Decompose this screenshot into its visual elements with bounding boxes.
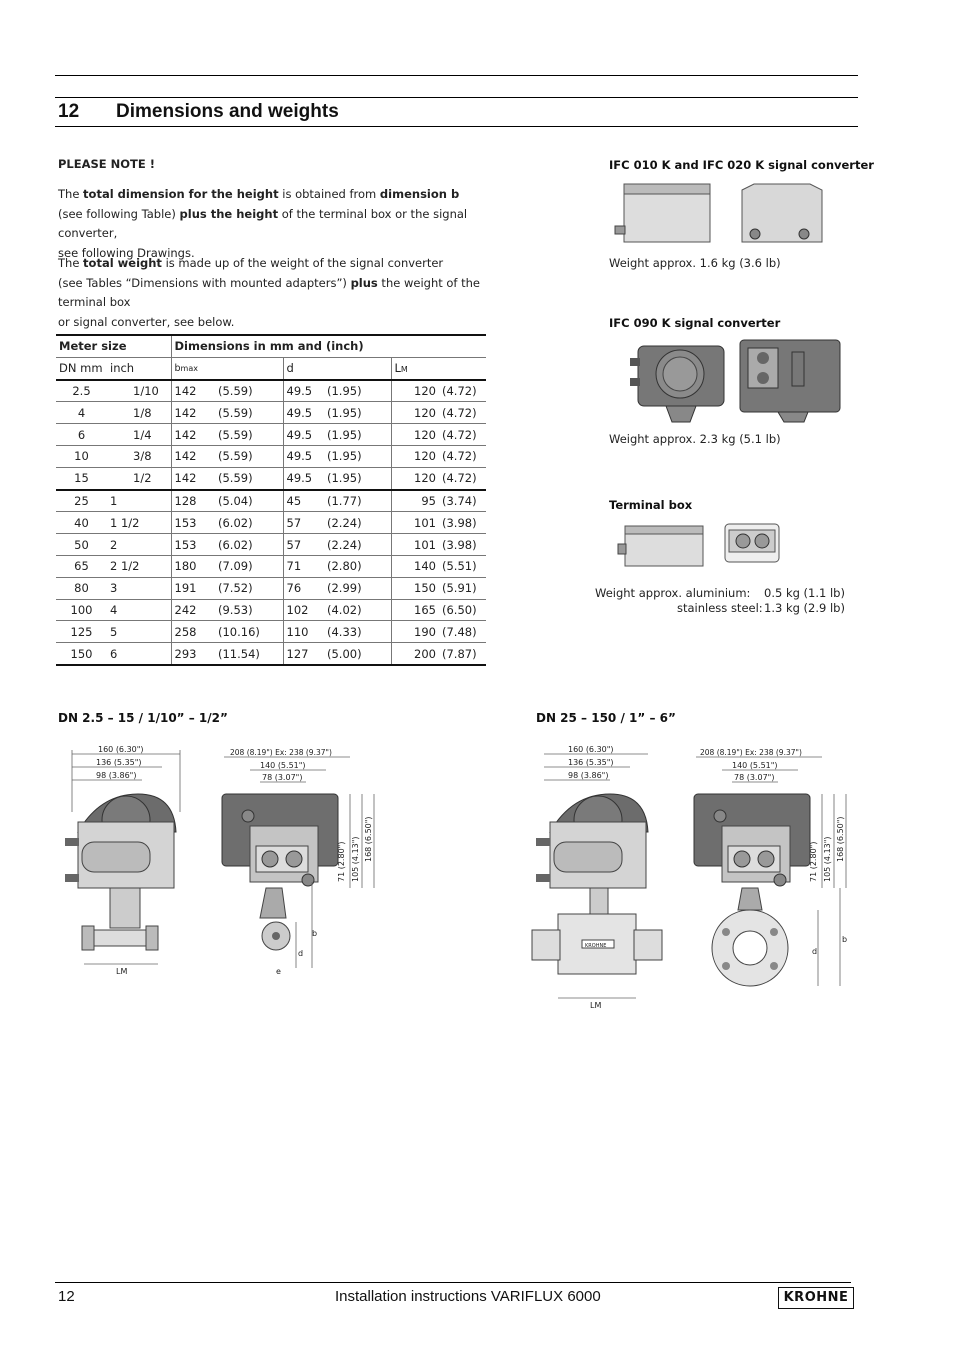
table-row [56,555,486,577]
body-text: The [58,187,84,201]
body-text: (see Tables “Dimensions with mounted adapters”) [58,275,351,290]
dim-right-lm: LM [590,1001,602,1010]
ifc010-label: IFC 010 K and IFC 020 K signal converter [609,158,874,172]
terminal-weight-label-2: stainless steel: [677,601,763,615]
body-text: or signal converter, see below. [58,314,235,329]
table-cell: 100 [56,599,107,621]
table-cell: 3/8 [107,445,171,467]
dim-right-168: 168 (6.50") [836,816,845,862]
table-cell: (7.87) [439,643,486,665]
dim-right-d: d [812,947,818,956]
table-cell: 4 [107,599,171,621]
table-cell: 4 [56,402,107,424]
terminal-weight-value-2: 1.3 kg (2.9 lb) [764,601,845,615]
table-cell: 120 [391,467,439,489]
drawing-left-title: DN 2.5 – 15 / 1/10” – 1/2” [58,711,228,725]
table-cell: 180 [171,555,215,577]
table-cell: (1.95) [324,380,391,402]
section-title: Dimensions and weights [116,101,339,122]
dim-left-d: d [298,949,304,958]
table-cell: (5.59) [215,402,283,424]
dim-left-168: 168 (6.50") [364,816,373,862]
body-text: of the terminal box or the signal converter, [58,206,468,240]
title-rule-bottom [55,126,858,127]
terminal-box-drawing [615,518,795,573]
table-row [56,534,486,556]
table-cell: 102 [283,599,324,621]
table-cell: (5.51) [439,555,486,577]
table-cell: 71 [283,555,324,577]
table-cell: (2.24) [324,534,391,556]
krohne-logo: KROHNE [778,1287,854,1309]
table-cell: 57 [283,534,324,556]
table-cell: 40 [56,512,107,534]
table-cell: 1/4 [107,424,171,446]
dim-left-71: 71 (2.80") [337,841,346,882]
dim-left-78: 78 (3.07") [262,773,303,782]
table-cell: 49.5 [283,402,324,424]
dim-left-208: 208 (8.19") Ex: 238 (9.37") [230,748,332,757]
table-cell: 120 [391,424,439,446]
emphasis-text: plus the height [179,206,279,221]
table-cell: 101 [391,512,439,534]
table-cell: 242 [171,599,215,621]
ifc090-drawing [628,336,848,426]
emphasis-text: total weight [83,256,162,270]
table-cell: 6 [107,643,171,665]
dim-left-136: 136 (5.35") [96,758,142,767]
dimensions-table [56,334,486,666]
table-cell: (1.95) [324,467,391,489]
table-cell: 76 [283,577,324,599]
table-cell: (11.54) [215,643,283,665]
table-cell: (3.74) [439,490,486,512]
table-cell: 142 [171,424,215,446]
ifc090-label: IFC 090 K signal converter [609,316,781,330]
table-cell: (4.02) [324,599,391,621]
table-cell: 49.5 [283,424,324,446]
table-cell: 50 [56,534,107,556]
emphasis-text: total dimension for the height [83,187,279,201]
table-row [56,402,486,424]
dim-right-78: 78 (3.07") [734,773,775,782]
footer-title: Installation instructions VARIFLUX 6000 [335,1288,601,1305]
table-row [56,599,486,621]
table-cell: 125 [56,621,107,643]
table-cell: (5.59) [215,445,283,467]
table-cell: 142 [171,445,215,467]
table-cell: 150 [56,643,107,665]
table-cell: (9.53) [215,599,283,621]
dim-right-b: b [842,935,848,944]
page-number: 12 [58,1288,75,1305]
dim-right-105: 105 (4.13") [823,836,832,882]
title-rule-top [55,97,858,98]
dim-right-98: 98 (3.86") [568,771,609,780]
dim-left-e: e [276,967,281,976]
dim-right-71: 71 (2.80") [809,841,818,882]
dim-left-98: 98 (3.86") [96,771,137,780]
dim-right-136: 136 (5.35") [568,758,614,767]
table-cell: 5 [107,621,171,643]
table-cell: 150 [391,577,439,599]
table-cell: (1.95) [324,424,391,446]
drawing-left [60,742,390,992]
table-row [56,512,486,534]
body-text: is made up of the weight of the signal converter [161,256,444,270]
table-row [56,490,486,512]
table-cell: 165 [391,599,439,621]
body-text: see following Drawings. [58,245,195,260]
table-cell: (6.02) [215,512,283,534]
table-cell: (5.00) [324,643,391,665]
table-cell: 3 [107,577,171,599]
note-heading: PLEASE NOTE ! [58,157,156,171]
table-cell: 120 [391,445,439,467]
table-cell: 153 [171,512,215,534]
table-cell: (2.24) [324,512,391,534]
table-cell: 120 [391,380,439,402]
table-cell: 110 [283,621,324,643]
table-cell: (7.48) [439,621,486,643]
col-inch: inch [107,357,171,379]
table-row [56,643,486,665]
table-cell: 49.5 [283,380,324,402]
table-row [56,577,486,599]
dim-right-140: 140 (5.51") [732,761,778,770]
table-cell: 128 [171,490,215,512]
table-cell: 142 [171,467,215,489]
table-cell: (6.50) [439,599,486,621]
ifc090-weight: Weight approx. 2.3 kg (5.1 lb) [609,432,781,446]
table-cell: 153 [171,534,215,556]
table-cell: (5.91) [439,577,486,599]
table-cell: 191 [171,577,215,599]
table-cell: 190 [391,621,439,643]
note-paragraph-2 [58,254,528,332]
table-cell: (3.98) [439,512,486,534]
table-cell: 258 [171,621,215,643]
body-text: the weight of the terminal box [58,275,481,309]
col-lm: LM [391,357,486,379]
table-cell: 1 [107,490,171,512]
table-cell: (4.72) [439,467,486,489]
group-header-dimensions: Dimensions in mm and (inch) [171,335,486,357]
table-cell: (5.04) [215,490,283,512]
table-cell: (2.99) [324,577,391,599]
table-cell: 293 [171,643,215,665]
table-cell: 1 1/2 [107,512,171,534]
table-cell: (4.72) [439,402,486,424]
table-cell: (4.72) [439,424,486,446]
body-text: is obtained from [278,187,380,201]
table-cell: (6.02) [215,534,283,556]
table-cell: (7.09) [215,555,283,577]
table-cell: (1.95) [324,402,391,424]
table-cell: (1.77) [324,490,391,512]
table-cell: 142 [171,402,215,424]
table-cell: 10 [56,445,107,467]
emphasis-text: dimension b [379,187,460,201]
col-d: d [283,357,391,379]
table-cell: 80 [56,577,107,599]
table-group-header [56,335,486,357]
table-cell: 65 [56,555,107,577]
body-text: The [58,256,84,270]
table-column-header [56,357,486,379]
table-cell: 140 [391,555,439,577]
table-cell: 127 [283,643,324,665]
table-row [56,380,486,402]
table-cell: 45 [283,490,324,512]
drawing-right-title: DN 25 – 150 / 1” – 6” [536,711,676,725]
table-cell: 49.5 [283,445,324,467]
note-paragraph-1 [58,185,528,263]
table-cell: 142 [171,380,215,402]
table-cell: 25 [56,490,107,512]
col-dn-mm: DN mm [56,357,107,379]
dim-left-160: 160 (6.30") [98,745,144,754]
table-cell: 15 [56,467,107,489]
terminal-weight-value-1: 0.5 kg (1.1 lb) [764,586,845,600]
dim-left-b: b [312,929,318,938]
drawing-right [528,742,858,1012]
table-cell: 120 [391,402,439,424]
ifc010-drawing [612,178,832,248]
table-cell: (3.98) [439,534,486,556]
table-cell: (5.59) [215,424,283,446]
footer-rule [55,1282,851,1283]
table-row [56,424,486,446]
table-cell: (4.72) [439,380,486,402]
table-cell: 95 [391,490,439,512]
table-cell: 49.5 [283,467,324,489]
table-cell: (5.59) [215,380,283,402]
drawing-right-brand: KROHNE [585,943,607,949]
table-cell: 101 [391,534,439,556]
terminal-box-label: Terminal box [609,498,693,512]
body-text: (see following Table) [58,206,180,221]
table-cell: 6 [56,424,107,446]
table-row [56,621,486,643]
table-cell: (4.72) [439,445,486,467]
table-cell: 2.5 [56,380,107,402]
table-cell: 1/10 [107,380,171,402]
section-number: 12 [58,101,80,122]
table-row [56,467,486,489]
table-cell: 200 [391,643,439,665]
table-cell: (10.16) [215,621,283,643]
dim-right-208: 208 (8.19") Ex: 238 (9.37") [700,748,802,757]
dim-left-lm: LM [116,967,128,976]
table-cell: (5.59) [215,467,283,489]
table-cell: (2.80) [324,555,391,577]
table-cell: 1/2 [107,467,171,489]
dim-left-105: 105 (4.13") [351,836,360,882]
table-cell: 57 [283,512,324,534]
top-rule [55,75,858,76]
table-cell: (4.33) [324,621,391,643]
dim-right-160: 160 (6.30") [568,745,614,754]
table-cell: (1.95) [324,445,391,467]
table-cell: (7.52) [215,577,283,599]
terminal-weight-label-1: Weight approx. aluminium: [595,586,751,600]
group-header-meter-size: Meter size [56,335,171,357]
table-cell: 1/8 [107,402,171,424]
dim-left-140: 140 (5.51") [260,761,306,770]
table-cell: 2 [107,534,171,556]
table-cell: 2 1/2 [107,555,171,577]
ifc010-weight: Weight approx. 1.6 kg (3.6 lb) [609,256,781,270]
col-bmax: bmax [171,357,283,379]
table-row [56,445,486,467]
emphasis-text: plus [350,275,378,290]
